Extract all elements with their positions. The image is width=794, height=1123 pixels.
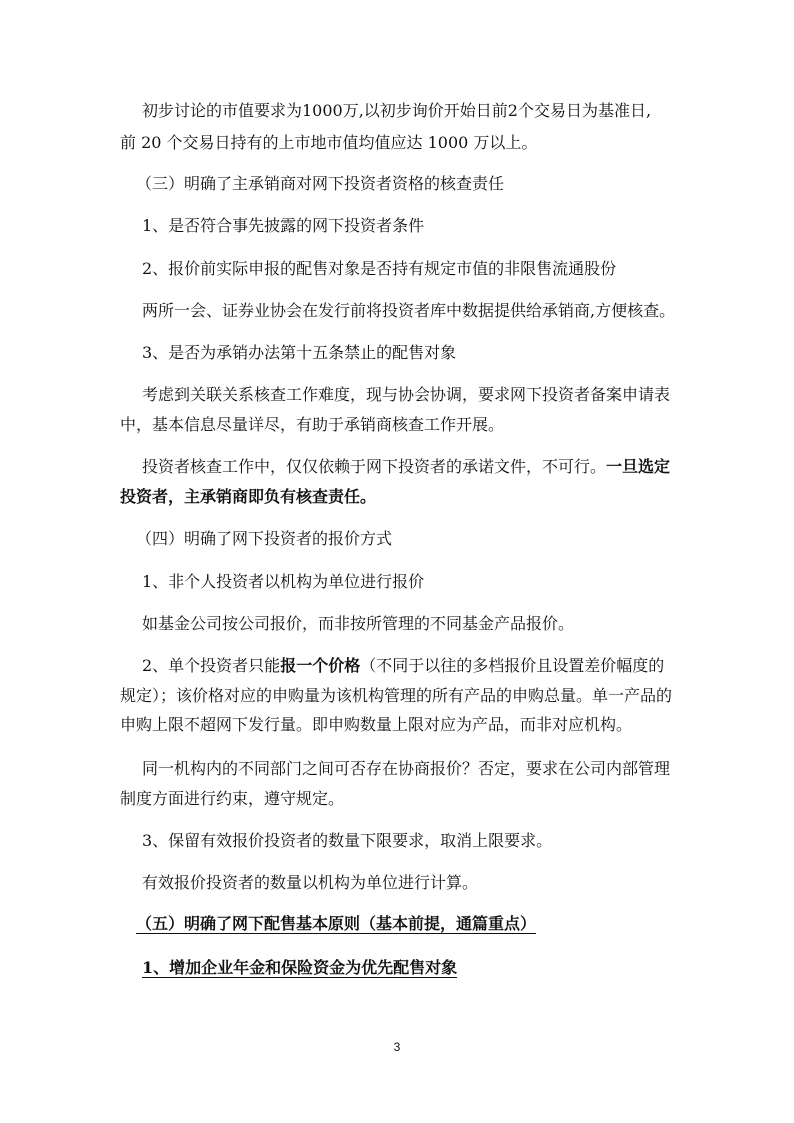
paragraph-market-value-line-1: 初步讨论的市值要求为1000万,以初步询价开始日前2个交易日为基准日,: [142, 101, 652, 120]
paragraph-related-party-line-1: 考虑到关联关系核查工作难度，现与协会协调，要求网下投资者备案申请表: [142, 385, 671, 404]
section-heading-5: （五）明确了网下配售基本原则（基本前提，通篇重点）: [136, 914, 537, 933]
section-heading-4: （四）明确了网下投资者的报价方式: [136, 529, 393, 548]
list-item-3-1: 1、是否符合事先披露的网下投资者条件: [142, 216, 425, 235]
list-item-4-1: 1、非个人投资者以机构为单位进行报价: [142, 572, 425, 591]
paragraph-related-party-line-2: 中，基本信息尽量详尽，有助于承销商核查工作开展。: [120, 415, 505, 434]
verification-bold-text: 一旦选定: [606, 457, 671, 476]
single-price-text: 2、单个投资者只能: [142, 656, 281, 675]
paragraph-exchange-note: 两所一会、证券业协会在发行前将投资者库中数据提供给承销商,方便核查。: [142, 301, 676, 320]
paragraph-verification-line-2: 投资者，主承销商即负有核查责任。: [120, 487, 377, 506]
list-item-3-3: 3、是否为承销办法第十五条禁止的配售对象: [142, 343, 457, 362]
verification-text: 投资者核查工作中，仅仅依赖于网下投资者的承诺文件，不可行。: [142, 457, 607, 476]
single-price-bold-text: 报一个价格: [280, 656, 361, 675]
single-price-rest-text: （不同于以往的多档报价且设置差价幅度的: [360, 656, 665, 675]
paragraph-market-value-line-2: 前 20 个交易日持有的上市地市值均值应达 1000 万以上。: [120, 133, 538, 152]
paragraph-fund-example: 如基金公司按公司报价，而非按所管理的不同基金产品报价。: [142, 614, 575, 633]
list-item-4-2-line-3: 申购上限不超网下发行量。即申购数量上限对应为产品，而非对应机构。: [120, 715, 633, 734]
paragraph-negotiation-line-1: 同一机构内的不同部门之间可否存在协商报价？否定，要求在公司内部管理: [142, 759, 671, 778]
list-item-5-1: 1、增加企业年金和保险资金为优先配售对象: [142, 958, 458, 977]
paragraph-verification-line-1: [142, 456, 702, 478]
paragraph-negotiation-line-2: 制度方面进行约束，遵守规定。: [120, 789, 345, 808]
list-item-4-3: 3、保留有效报价投资者的数量下限要求，取消上限要求。: [142, 831, 553, 850]
list-item-4-2-line-2: 规定）；该价格对应的申购量为该机构管理的所有产品的申购总量。单一产品的: [120, 686, 673, 705]
list-item-4-2-line-1: [142, 655, 702, 677]
page-number: 3: [393, 1040, 401, 1054]
list-item-3-2: 2、报价前实际申报的配售对象是否持有规定市值的非限售流通股份: [142, 259, 617, 278]
paragraph-count-by-institution: 有效报价投资者的数量以机构为单位进行计算。: [142, 873, 479, 892]
section-heading-3: （三）明确了主承销商对网下投资者资格的核查责任: [136, 174, 505, 193]
